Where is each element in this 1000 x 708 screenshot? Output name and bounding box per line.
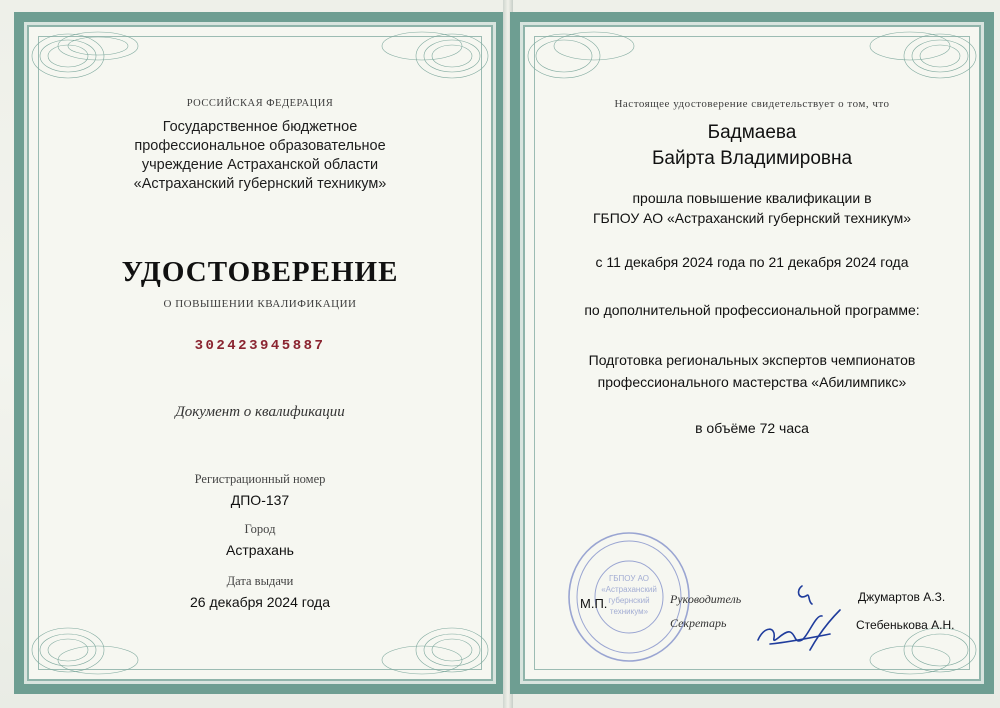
program-title-line: профессионального мастерства «Абилимпикс» — [597, 374, 907, 390]
institution-line: «Астраханский губернский техникум» — [133, 176, 387, 192]
svg-text:ГБПОУ АО: ГБПОУ АО — [608, 574, 650, 583]
program-volume: в объёме 72 часа — [695, 420, 809, 436]
intro-text: Настоящее удостоверение свидетельствует о том, что — [614, 98, 890, 110]
training-period: с 11 декабря 2024 года по 21 декабря 2024 года — [595, 254, 909, 270]
institution-short: ГБПОУ АО «Астраханский губернский техникум» — [592, 210, 912, 226]
ornament-corner-icon — [28, 26, 148, 96]
document-subtitle: О ПОВЫШЕНИИ КВАЛИФИКАЦИИ — [163, 298, 357, 310]
stamp-place-label: М.П. — [580, 596, 608, 611]
ornament-corner-icon — [860, 26, 980, 96]
city-value: Астрахань — [226, 542, 294, 558]
institution-name — [24, 118, 496, 194]
head-role: Руководитель — [670, 592, 742, 606]
document-type: Документ о квалификации — [175, 404, 345, 420]
program-title-line: Подготовка региональных экспертов чемпионатов — [588, 352, 916, 368]
right-page — [510, 12, 994, 694]
institution-line: Государственное бюджетное — [162, 119, 358, 135]
statement-line: прошла повышение квалификации в — [632, 190, 872, 206]
institution-line: профессиональное образовательное — [134, 138, 386, 154]
ornament-corner-icon — [372, 26, 492, 96]
secretary-name: Стебенькова А.Н. — [856, 618, 955, 632]
registration-label: Регистрационный номер — [194, 472, 326, 486]
head-name: Джумартов А.З. — [858, 590, 946, 604]
svg-text:«Астраханский: «Астраханский — [601, 585, 657, 594]
issue-date-label: Дата выдачи — [226, 574, 294, 588]
city-label: Город — [244, 522, 276, 536]
svg-text:губернский: губернский — [608, 596, 650, 605]
secretary-role: Секретарь — [670, 616, 727, 630]
left-page — [14, 12, 506, 694]
program-intro: по дополнительной профессиональной программе: — [584, 302, 920, 318]
registration-number: ДПО-137 — [230, 492, 290, 508]
ornament-corner-icon — [28, 610, 148, 680]
ornament-corner-icon — [524, 26, 644, 96]
recipient-surname: Бадмаева — [707, 122, 797, 143]
document-title: УДОСТОВЕРЕНИЕ — [121, 256, 399, 288]
issue-date: 26 декабря 2024 года — [189, 594, 331, 610]
svg-text:техникум»: техникум» — [609, 607, 649, 616]
country-name: РОССИЙСКАЯ ФЕДЕРАЦИЯ — [186, 98, 334, 109]
serial-number: 302423945887 — [194, 338, 326, 354]
ornament-corner-icon — [372, 610, 492, 680]
recipient-given-names: Байрта Владимировна — [651, 148, 853, 169]
institution-line: учреждение Астраханской области — [141, 157, 379, 173]
signature-icon — [750, 580, 850, 658]
